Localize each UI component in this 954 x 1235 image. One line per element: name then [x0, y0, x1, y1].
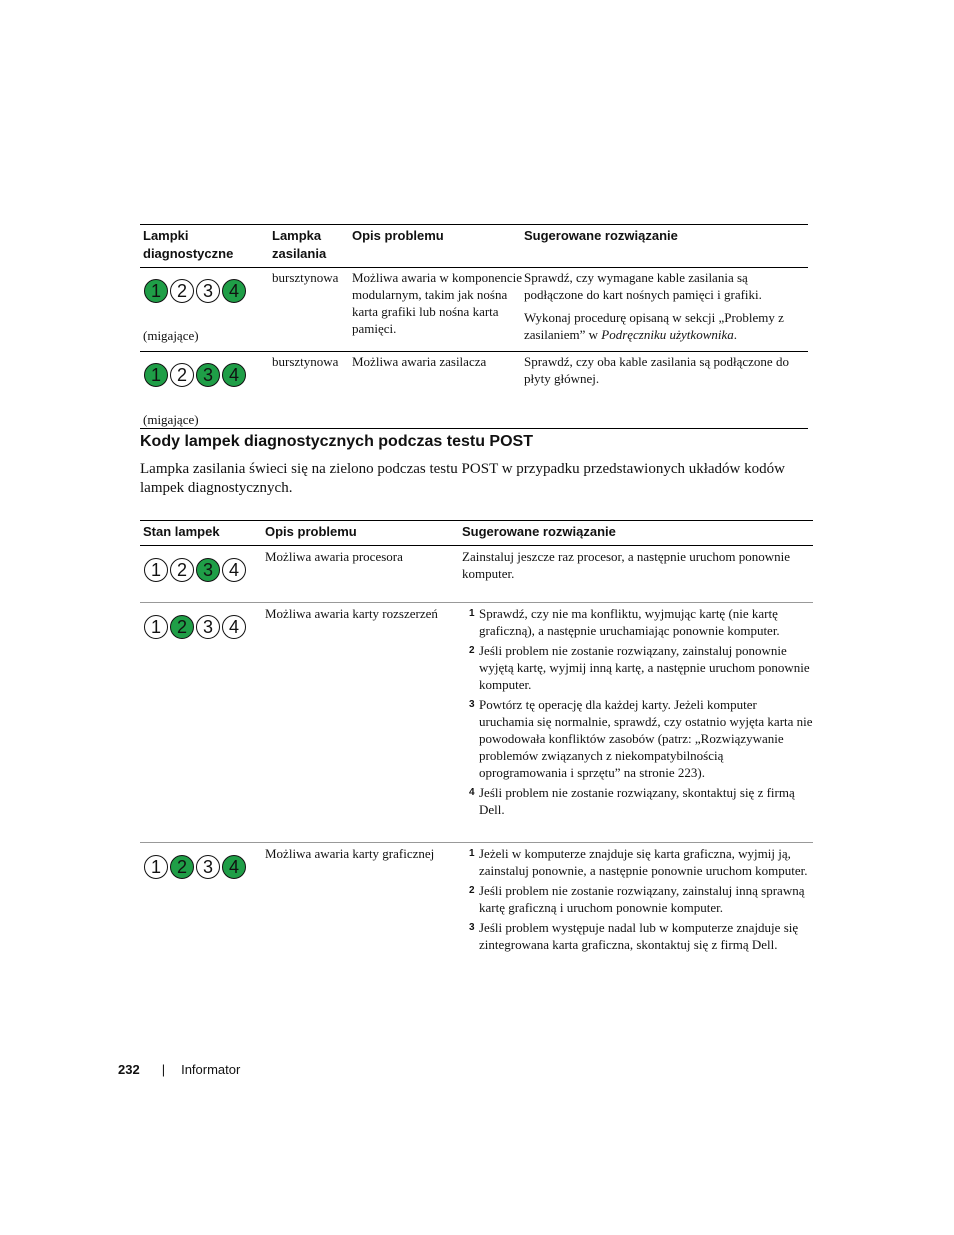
- step-item: [462, 642, 813, 693]
- light-1-indicator-icon: 1: [144, 615, 168, 639]
- solution-cell: [524, 268, 808, 352]
- step-number: 4: [469, 787, 475, 798]
- power-light-cell: bursztynowa: [272, 270, 339, 285]
- step-text: Sprawdź, czy nie ma konfliktu, wyjmując kartę (nie kartę graficzną), a następnie uruchamiając ponownie komputer.: [479, 606, 780, 638]
- diagnostic-lights: [144, 855, 265, 879]
- light-2-indicator-icon: 2: [170, 558, 194, 582]
- power-light-cell: bursztynowa: [272, 354, 339, 369]
- step-number: 3: [469, 922, 475, 933]
- problem-cell: Możliwa awaria w komponencie modularnym, takim jak nośna karta grafiki lub nośna karta pamięci.: [352, 270, 523, 336]
- solution-paragraph: Sprawdź, czy oba kable zasilania są podłączone do płyty głównej.: [524, 354, 789, 386]
- step-text: Jeśli problem nie zostanie rozwiązany, zainstaluj inną sprawną kartę graficzną i uruchom ponownie komputer.: [479, 883, 805, 915]
- step-text: Jeśli problem występuje nadal lub w komputerze znajduje się zintegrowana karta graficzna, skontaktuj się z firmą Dell.: [479, 920, 799, 952]
- light-4-indicator-icon: 4: [222, 855, 246, 879]
- diagnostic-lights: [144, 279, 272, 303]
- step-text: Jeśli problem nie zostanie rozwiązany, zainstaluj ponownie wyjętą kartę, wyjmij inną kartę, a następnie uruchom ponownie komputer.: [479, 643, 810, 692]
- column-header: Lampki diagnostyczne: [143, 228, 234, 261]
- light-3-indicator-icon: 3: [196, 363, 220, 387]
- solution-paragraph: Wykonaj procedurę opisaną w sekcji „Problemy z zasilaniem” w Podręczniku użytkownika.: [524, 310, 784, 342]
- light-3-indicator-icon: 3: [196, 279, 220, 303]
- diagnostic-lights: [144, 558, 265, 582]
- intro-paragraph: Lampka zasilania świeci się na zielono podczas testu POST w przypadku przedstawionych układów kodów lampek diagnostycznych.: [140, 461, 785, 496]
- solution-cell: [462, 603, 813, 843]
- footer-section-title: Informator: [181, 1062, 241, 1077]
- light-2-indicator-icon: 2: [170, 363, 194, 387]
- lights-cell: [140, 546, 265, 603]
- manual-title: Podręczniku użytkownika: [601, 327, 734, 342]
- step-number: 1: [469, 608, 475, 619]
- table-row: [140, 352, 808, 429]
- lights-cell: [140, 268, 272, 352]
- page-footer: [118, 1062, 240, 1077]
- step-number: 1: [469, 848, 475, 859]
- light-4-indicator-icon: 4: [222, 279, 246, 303]
- step-number: 2: [469, 885, 475, 896]
- light-2-indicator-icon: 2: [170, 615, 194, 639]
- column-header: Stan lampek: [143, 524, 220, 539]
- table-row: [140, 843, 813, 973]
- diagnostic-lights: [144, 363, 272, 387]
- solution-cell: [524, 352, 808, 429]
- step-text: Jeśli problem nie zostanie rozwiązany, skontaktuj się z firmą Dell.: [479, 785, 795, 817]
- step-text: Powtórz tę operację dla każdej karty. Jeżeli komputer uruchamia się normalnie, sprawdź, czy ostatnio wyjęta karta nie powodowała konfliktów zasobów (patrz: „Rozwiązywanie problemów związanych z niekompatybilnością oprogramowania i sprzętu” na stronie 223).: [479, 697, 813, 780]
- diagnostic-lights: [144, 615, 265, 639]
- diagnostic-lights-table: [140, 224, 808, 429]
- step-item: [462, 696, 813, 781]
- solution-paragraph: Sprawdź, czy wymagane kable zasilania są podłączone do kart nośnych pamięci i grafiki.: [524, 270, 762, 302]
- light-1-indicator-icon: 1: [144, 279, 168, 303]
- step-text: Jeżeli w komputerze znajduje się karta graficzna, wyjmij ją, zainstaluj ponownie, a następnie ponownie uruchom komputer.: [479, 846, 808, 878]
- light-3-indicator-icon: 3: [196, 615, 220, 639]
- page-number: 232: [118, 1062, 140, 1077]
- step-item: [462, 784, 813, 818]
- problem-cell: Możliwa awaria karty graficznej: [265, 846, 435, 861]
- table-header-row: [140, 521, 813, 546]
- column-header: Sugerowane rozwiązanie: [524, 228, 678, 243]
- problem-cell: Możliwa awaria karty rozszerzeń: [265, 606, 438, 621]
- blinking-note: (migające): [143, 328, 199, 343]
- light-1-indicator-icon: 1: [144, 558, 168, 582]
- column-header: Opis problemu: [352, 228, 444, 243]
- post-light-codes-table: [140, 520, 813, 973]
- footer-separator: |: [161, 1062, 166, 1077]
- light-3-indicator-icon: 3: [196, 855, 220, 879]
- light-1-indicator-icon: 1: [144, 363, 168, 387]
- lights-cell: [140, 603, 265, 843]
- step-number: 3: [469, 699, 475, 710]
- column-header: Lampka zasilania: [272, 228, 327, 261]
- table-row: [140, 268, 808, 352]
- lights-cell: [140, 843, 265, 973]
- step-number: 2: [469, 645, 475, 656]
- lights-cell: [140, 352, 272, 429]
- step-item: [462, 845, 813, 879]
- step-item: [462, 882, 813, 916]
- table-row: [140, 546, 813, 603]
- light-4-indicator-icon: 4: [222, 363, 246, 387]
- problem-cell: Możliwa awaria procesora: [265, 549, 403, 564]
- light-3-indicator-icon: 3: [196, 558, 220, 582]
- column-header: Opis problemu: [265, 524, 357, 539]
- step-item: [462, 605, 813, 639]
- blinking-note: (migające): [143, 412, 199, 427]
- table-row: [140, 603, 813, 843]
- problem-cell: Możliwa awaria zasilacza: [352, 354, 487, 369]
- column-header: Sugerowane rozwiązanie: [462, 524, 616, 539]
- light-2-indicator-icon: 2: [170, 279, 194, 303]
- light-1-indicator-icon: 1: [144, 855, 168, 879]
- solution-cell: [462, 843, 813, 973]
- light-4-indicator-icon: 4: [222, 615, 246, 639]
- light-2-indicator-icon: 2: [170, 855, 194, 879]
- step-item: [462, 919, 813, 953]
- light-4-indicator-icon: 4: [222, 558, 246, 582]
- table-header-row: [140, 225, 808, 268]
- solution-cell: Zainstaluj jeszcze raz procesor, a następnie uruchom ponownie komputer.: [462, 549, 790, 581]
- section-heading: Kody lampek diagnostycznych podczas testu POST: [140, 433, 533, 450]
